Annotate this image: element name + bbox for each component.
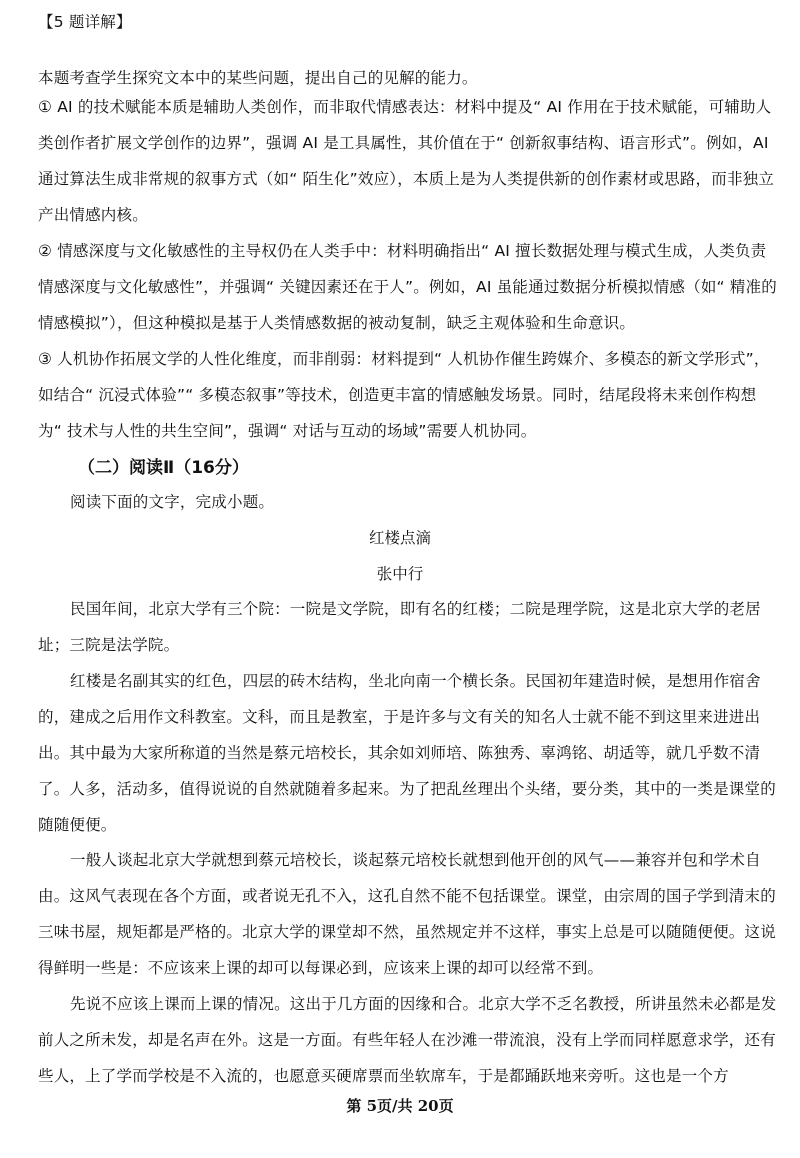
article-paragraph: 先说不应该上课而上课的情况。这出于几方面的因缘和合。北京大学不乏名教授，所讲虽然未必都是发前人之所未发，却是名声在外。这是一方面。有些年轻人在沙滩一带流浪，没有上学而同样愿意求学，还有些人，上了学而学校是不入流的，也愿意买硬席票而坐软席车，于是都踊跃地来旁听。这也是一个方 xyxy=(38,995,777,1085)
article-paragraph: 一般人谈起北京大学就想到蔡元培校长，谈起蔡元培校长就想到他开创的风气——兼容并包和学术自由。这风气表现在各个方面，或者说无孔不入，这孔自然不能不包括课堂。课堂，由宗周的国子学到清末的三味书屋，规矩都是严格的。北京大学的课堂却不然，虽然规定并不这样，事实上总是可以随随便便。这说得鲜明一些是：不应该来上课的却可以每课必到，应该来上课的却可以经常不到。 xyxy=(38,851,776,977)
article-title: 红楼点滴 xyxy=(368,529,431,547)
analysis-heading: 【5 题详解】 xyxy=(38,13,132,31)
article-author: 张中行 xyxy=(376,565,424,583)
analysis-point-2: ② 情感深度与文化敏感性的主导权仍在人类手中：材料明确指出“ AI 擅长数据处理与模式生成，人类负责情感深度与文化敏感性”，并强调“ 关键因素还在于人”。例如，AI 虽能通过数据分析模拟情感（如“ 精准的情感模拟”），但这种模拟是基于人类情感数据的被动复制，缺乏主观体验和生命意识。 xyxy=(38,242,777,332)
page-number: 第 5页/共 20页 xyxy=(346,1097,454,1115)
analysis-point-1: ① AI 的技术赋能本质是辅助人类创作，而非取代情感表达：材料中提及“ AI 作用在于技术赋能，可辅助人类创作者扩展文学创作的边界”，强调 AI 是工具属性，其价值在于“ 创新叙事结构、语言形式”。例如，AI 通过算法生成非常规的叙事方式（如“ 陌生化”效应），本质上是为人类提供新的创作素材或思路，而非独立产出情感内核。 xyxy=(38,98,775,224)
section-instruction: 阅读下面的文字，完成小题。 xyxy=(70,493,275,511)
section-title: （二）阅读Ⅱ（16分） xyxy=(78,458,249,478)
article-paragraph: 红楼是名副其实的红色，四层的砖木结构，坐北向南一个横长条。民国初年建造时候，是想用作宿舍的，建成之后用作文科教室。文科，而且是教室，于是许多与文有关的知名人士就不能不到这里来进进出出。其中最为大家所称道的当然是蔡元培校长，其余如刘师培、陈独秀、辜鸿铭、胡适等，就几乎数不清了。人多，活动多，值得说说的自然就随着多起来。为了把乱丝理出个头绪，要分类，其中的一类是课堂的随随便便。 xyxy=(38,672,776,834)
analysis-point-3: ③ 人机协作拓展文学的人性化维度，而非削弱：材料提到“ 人机协作催生跨媒介、多模态的新文学形式”，如结合“ 沉浸式体验”“ 多模态叙事”等技术，创造更丰富的情感触发场景。同时，结尾段将未来创作构想为“ 技术与人性的共生空间”，强调“ 对话与互动的场域”需要人机协同。 xyxy=(38,350,770,440)
article-paragraph: 民国年间，北京大学有三个院：一院是文学院，即有名的红楼；二院是理学院，这是北京大学的老居址；三院是法学院。 xyxy=(38,600,761,654)
analysis-intro: 本题考查学生探究文本中的某些问题，提出自己的见解的能力。 xyxy=(38,69,478,87)
